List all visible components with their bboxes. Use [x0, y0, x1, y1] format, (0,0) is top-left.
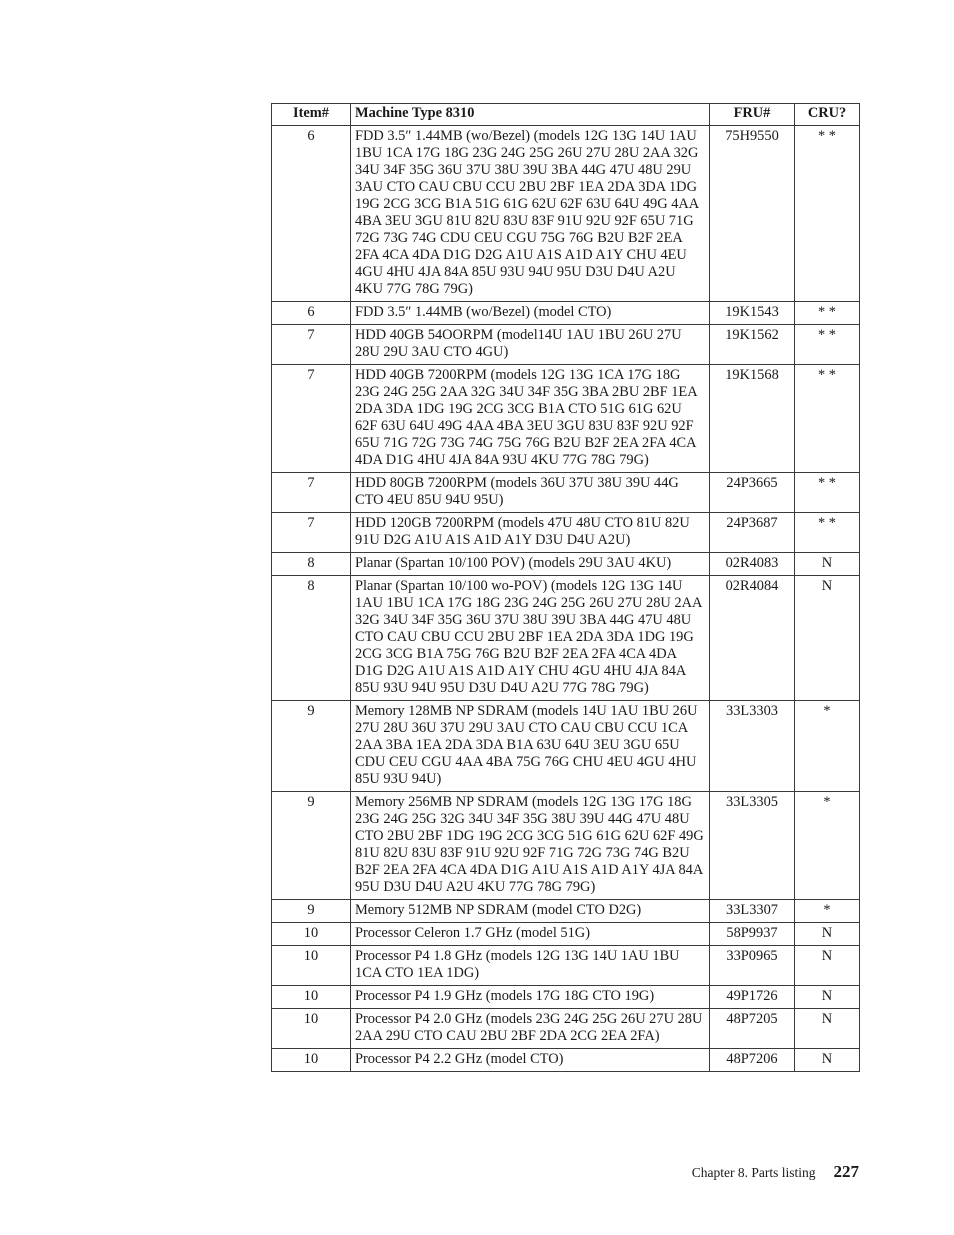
cell-cru: N — [795, 1009, 860, 1049]
cell-description: HDD 80GB 7200RPM (models 36U 37U 38U 39U 44G CTO 4EU 85U 94U 95U) — [351, 473, 710, 513]
cell-cru: N — [795, 923, 860, 946]
cell-description: Memory 512MB NP SDRAM (model CTO D2G) — [351, 900, 710, 923]
cell-cru: * * — [795, 302, 860, 325]
cell-cru: N — [795, 576, 860, 701]
footer-chapter: Chapter 8. Parts listing — [691, 1165, 816, 1180]
cell-fru: 58P9937 — [710, 923, 795, 946]
page-number: 227 — [833, 1162, 859, 1181]
cell-fru: 24P3687 — [710, 513, 795, 553]
table-row — [272, 986, 860, 1009]
cell-item: 9 — [272, 701, 351, 792]
cell-description: HDD 40GB 7200RPM (models 12G 13G 1CA 17G 18G 23G 24G 25G 2AA 32G 34U 34F 35G 3BA 2BU 2BF 1EA 2DA 3DA 1DG 19G 2CG 3CG B1A CTO 51G 61G 62U 62F 63U 64U 49G 4AA 4BA 3EU 3GU 83U 83F 92U 92F 65U 71G 72G 73G 74G 75G 76G B2U B2F 2EA 2FA 4CA 4DA D1G 4HU 4JA 84A 93U 4KU 77G 78G 79G) — [351, 365, 710, 473]
cell-description: Processor P4 2.0 GHz (models 23G 24G 25G 26U 27U 28U 2AA 29U CTO CAU 2BU 2BF 2DA 2CG 2EA 2FA) — [351, 1009, 710, 1049]
cell-item: 9 — [272, 900, 351, 923]
cell-description: HDD 40GB 54OORPM (model14U 1AU 1BU 26U 27U 28U 29U 3AU CTO 4GU) — [351, 325, 710, 365]
table-row — [272, 900, 860, 923]
cell-item: 10 — [272, 1009, 351, 1049]
cell-description: Processor P4 1.8 GHz (models 12G 13G 14U 1AU 1BU 1CA CTO 1EA 1DG) — [351, 946, 710, 986]
table-row — [272, 473, 860, 513]
cell-cru: N — [795, 986, 860, 1009]
table-row — [272, 302, 860, 325]
table-row — [272, 792, 860, 900]
table-row — [272, 513, 860, 553]
table-row — [272, 325, 860, 365]
header-fru: FRU# — [710, 104, 795, 126]
cell-cru: * * — [795, 126, 860, 302]
cell-item: 9 — [272, 792, 351, 900]
cell-fru: 02R4084 — [710, 576, 795, 701]
cell-fru: 33L3305 — [710, 792, 795, 900]
cell-description: HDD 120GB 7200RPM (models 47U 48U CTO 81U 82U 91U D2G A1U A1S A1D A1Y D3U D4U A2U) — [351, 513, 710, 553]
cell-fru: 48P7205 — [710, 1009, 795, 1049]
cell-item: 8 — [272, 576, 351, 701]
cell-fru: 19K1543 — [710, 302, 795, 325]
table-row — [272, 946, 860, 986]
table-body — [272, 126, 860, 1072]
cell-fru: 24P3665 — [710, 473, 795, 513]
cell-description: Processor P4 2.2 GHz (model CTO) — [351, 1049, 710, 1072]
cell-cru: N — [795, 1049, 860, 1072]
cell-fru: 19K1562 — [710, 325, 795, 365]
cell-description: Processor Celeron 1.7 GHz (model 51G) — [351, 923, 710, 946]
cell-item: 8 — [272, 553, 351, 576]
cell-fru: 33P0965 — [710, 946, 795, 986]
table-row — [272, 576, 860, 701]
table-row — [272, 1049, 860, 1072]
cell-fru: 02R4083 — [710, 553, 795, 576]
cell-item: 7 — [272, 513, 351, 553]
table-row — [272, 701, 860, 792]
cell-description: Planar (Spartan 10/100 POV) (models 29U 3AU 4KU) — [351, 553, 710, 576]
cell-description: Memory 256MB NP SDRAM (models 12G 13G 17G 18G 23G 24G 25G 32G 34U 34F 35G 38U 39U 44G 47U 48U CTO 2BU 2BF 1DG 19G 2CG 3CG 51G 61G 62U 62F 49G 81U 82U 83U 83F 91U 92U 92F 71G 72G 73G 74G B2U B2F 2EA 2FA 4CA 4DA D1G A1U A1S A1D A1Y 4JA 84A 95U D3U D4U A2U 4KU 77G 78G 79G) — [351, 792, 710, 900]
cell-item: 10 — [272, 1049, 351, 1072]
cell-cru: * — [795, 900, 860, 923]
cell-description: FDD 3.5″ 1.44MB (wo/Bezel) (model CTO) — [351, 302, 710, 325]
table-row — [272, 923, 860, 946]
cell-cru: * * — [795, 473, 860, 513]
cell-cru: * — [795, 792, 860, 900]
cell-description: Planar (Spartan 10/100 wo-POV) (models 12G 13G 14U 1AU 1BU 1CA 17G 18G 23G 24G 25G 26U 27U 28U 2AA 32G 34U 34F 35G 36U 37U 38U 39U 3BA 44G 47U 48U CTO CAU CBU CCU 2BU 2BF 1EA 2DA 3DA 1DG 19G 2CG 3CG B1A 75G 76G B2U B2F 2EA 2FA 4CA 4DA D1G D2G A1U A1S A1D A1Y CHU 4GU 4HU 4JA 84A 85U 93U 94U 95U D3U D4U A2U 77G 78G 79G) — [351, 576, 710, 701]
cell-description: Processor P4 1.9 GHz (models 17G 18G CTO 19G) — [351, 986, 710, 1009]
cell-cru: N — [795, 553, 860, 576]
table-row — [272, 553, 860, 576]
cell-item: 7 — [272, 325, 351, 365]
table-row — [272, 365, 860, 473]
cell-cru: * * — [795, 513, 860, 553]
header-machine-type: Machine Type 8310 — [351, 104, 710, 126]
cell-fru: 19K1568 — [710, 365, 795, 473]
cell-description: Memory 128MB NP SDRAM (models 14U 1AU 1BU 26U 27U 28U 36U 37U 29U 3AU CTO CAU CBU CCU 1CA 2AA 3BA 1EA 2DA 3DA B1A 63U 64U 3EU 3GU 65U CDU CEU CGU 4AA 4BA 75G 76G CHU 4EU 4GU 4HU 85U 93U 94U) — [351, 701, 710, 792]
cell-item: 7 — [272, 365, 351, 473]
cell-cru: * * — [795, 325, 860, 365]
cell-cru: * — [795, 701, 860, 792]
cell-fru: 49P1726 — [710, 986, 795, 1009]
header-cru: CRU? — [795, 104, 860, 126]
cell-cru: * * — [795, 365, 860, 473]
table-row — [272, 126, 860, 302]
cell-fru: 48P7206 — [710, 1049, 795, 1072]
cell-item: 10 — [272, 946, 351, 986]
cell-description: FDD 3.5″ 1.44MB (wo/Bezel) (models 12G 13G 14U 1AU 1BU 1CA 17G 18G 23G 24G 25G 26U 27U 28U 2AA 32G 34U 34F 35G 36U 37U 38U 39U 3BA 44G 47U 48U 29U 3AU CTO CAU CBU CCU 2BU 2BF 1EA 2DA 3DA 1DG 19G 2CG 3CG B1A 51G 61G 62U 62F 63U 64U 49G 4AA 4BA 3EU 3GU 81U 82U 83U 83F 91U 92U 92F 65U 71G 72G 73G 74G CDU CEU CGU 75G 76G B2U B2F 2EA 2FA 4CA 4DA D1G D2G A1U A1S A1D A1Y CHU 4EU 4GU 4HU 4JA 84A 85U 93U 94U 95U D3U D4U A2U 4KU 77G 78G 79G) — [351, 126, 710, 302]
parts-table — [271, 103, 860, 1072]
cell-cru: N — [795, 946, 860, 986]
table-row — [272, 1009, 860, 1049]
page-footer — [692, 1162, 859, 1182]
cell-fru: 75H9550 — [710, 126, 795, 302]
table-header-row — [272, 104, 860, 126]
cell-fru: 33L3303 — [710, 701, 795, 792]
cell-item: 10 — [272, 923, 351, 946]
cell-item: 10 — [272, 986, 351, 1009]
cell-item: 6 — [272, 302, 351, 325]
cell-fru: 33L3307 — [710, 900, 795, 923]
cell-item: 7 — [272, 473, 351, 513]
header-item: Item# — [272, 104, 351, 126]
cell-item: 6 — [272, 126, 351, 302]
